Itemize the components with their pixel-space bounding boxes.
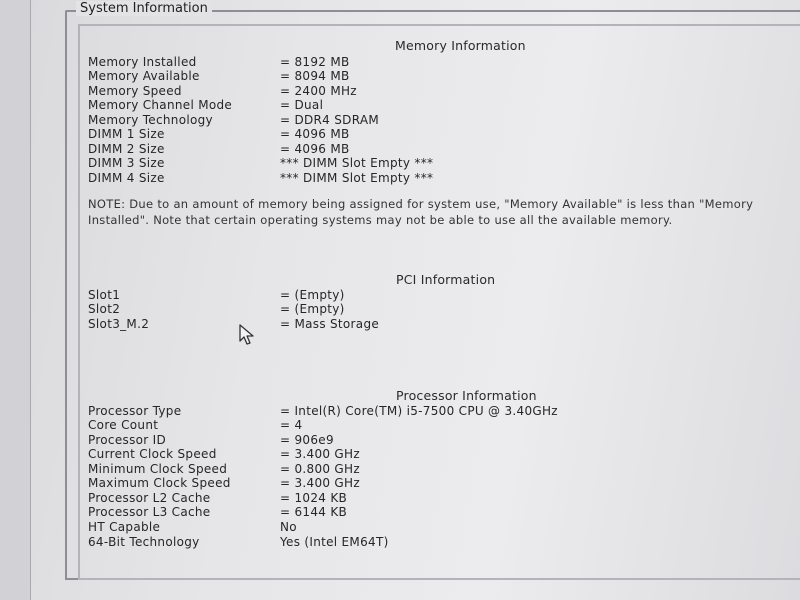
row-label: DIMM 4 Size (88, 171, 165, 185)
row-value: *** DIMM Slot Empty *** (280, 171, 434, 185)
row-value: = 1024 KB (280, 491, 348, 505)
processor-information-heading: Processor Information (396, 388, 537, 403)
row-label: Processor ID (88, 433, 166, 447)
row-label: Minimum Clock Speed (88, 462, 228, 476)
row-value: = Intel(R) Core(TM) i5-7500 CPU @ 3.40GHz (280, 404, 558, 418)
group-title: System Information (76, 1, 212, 16)
row-value: = 4096 MB (280, 127, 350, 141)
row-value: = 2400 MHz (280, 84, 357, 98)
row-value: = 906e9 (280, 433, 334, 447)
row-label: Slot1 (88, 288, 121, 302)
row-value: = DDR4 SDRAM (280, 113, 380, 127)
row-label: Slot2 (88, 302, 121, 316)
memory-note: NOTE: Due to an amount of memory being assigned for system use, "Memory Available" is less than "Memory Installed". Note that certain operating systems may not be able to use all the available memory. (88, 197, 754, 227)
row-label: Current Clock Speed (88, 447, 217, 461)
row-label: Memory Technology (88, 113, 213, 127)
row-label: Memory Available (88, 69, 200, 83)
row-value: *** DIMM Slot Empty *** (280, 156, 434, 170)
row-value: = 4096 MB (280, 142, 350, 156)
row-label: Processor L3 Cache (88, 505, 211, 519)
row-label: Memory Speed (88, 84, 182, 98)
row-value: = (Empty) (280, 288, 345, 302)
row-label: Memory Installed (88, 55, 197, 69)
row-label: Maximum Clock Speed (88, 476, 231, 490)
row-value: = (Empty) (280, 302, 345, 316)
row-value: = 3.400 GHz (280, 447, 360, 461)
row-label: Slot3_M.2 (88, 317, 150, 331)
row-value: = Mass Storage (280, 317, 380, 331)
row-label: Processor L2 Cache (88, 491, 211, 505)
row-label: Memory Channel Mode (88, 98, 233, 112)
memory-information-heading: Memory Information (395, 38, 526, 53)
row-value: = Dual (280, 98, 324, 112)
row-value: = 8094 MB (280, 69, 350, 83)
pci-information-heading: PCI Information (396, 272, 496, 287)
row-value: = 0.800 GHz (280, 462, 360, 476)
row-value: No (280, 520, 297, 534)
row-label: DIMM 1 Size (88, 127, 165, 141)
mouse-pointer-icon (238, 324, 258, 346)
row-value: = 3.400 GHz (280, 476, 360, 490)
row-value: = 4 (280, 418, 303, 432)
row-value: = 6144 KB (280, 505, 348, 519)
row-label: DIMM 2 Size (88, 142, 165, 156)
row-label: DIMM 3 Size (88, 156, 165, 170)
row-value: Yes (Intel EM64T) (280, 535, 389, 549)
row-value: = 8192 MB (280, 55, 350, 69)
row-label: Processor Type (88, 404, 182, 418)
row-label: HT Capable (88, 520, 161, 534)
row-label: Core Count (88, 418, 159, 432)
left-navigation-pane[interactable] (0, 0, 31, 600)
row-label: 64-Bit Technology (88, 535, 200, 549)
